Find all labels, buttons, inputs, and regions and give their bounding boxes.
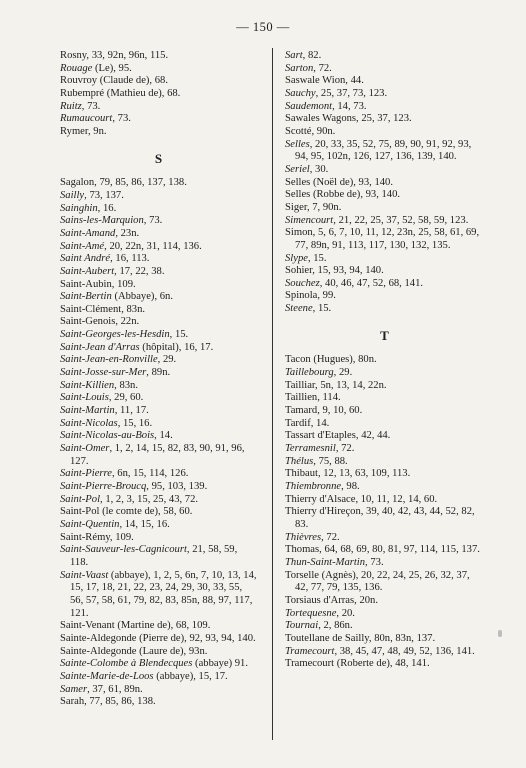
index-entry [285,88,485,101]
entry-name: Tramecourt [285,645,335,657]
ink-smudge [498,630,502,637]
entry-name: Thiembronne [285,481,342,492]
entry-name: Tortequesne [285,607,337,619]
entry-references: , 42, 44. [355,430,391,442]
entry-references: , 14, 15, 16. [119,518,170,530]
entry-references: , 37, 61, 89n. [87,683,143,695]
index-entry [60,316,258,329]
index-entry [285,658,485,671]
entry-references: (abbaye), 15, 17. [153,670,228,682]
index-entry [285,278,485,291]
index-entry [60,684,258,697]
entry-name: Saint-Jean-en-Ronville [60,354,158,366]
entry-name: Tacon [285,354,311,366]
index-entry [285,646,485,659]
entry-name: Saint-Sauveur-les-Cagnicourt [60,544,187,556]
entry-name: Sainte-Marie-de-Loos [60,670,154,682]
index-entry [60,279,258,292]
index-entry [285,265,485,278]
entry-references: , 98. [341,481,360,492]
index-entry [60,570,258,621]
entry-name: Tassart d'Etaples [285,430,356,442]
index-entry [285,443,485,456]
index-entry [60,253,258,266]
index-entry [285,177,485,190]
index-entry [60,418,258,431]
entry-references: , 39, 40, 42, 43, 44, 52, 82, 83. [295,506,475,530]
entry-name: Sauchy [285,87,316,99]
entry-references: , 21, 58, 59, 118. [70,544,238,568]
entry-references: , 95, 103, 139. [146,481,208,492]
index-entry [285,595,485,608]
entry-name: Siger [285,201,307,213]
index-entry [60,392,258,405]
entry-references: , 14. [310,417,330,429]
entry-name: Thun-Saint-Martin [285,556,366,568]
index-entry [60,620,258,633]
entry-name: Saint-Pol [60,493,101,505]
entry-references: , 73. [81,100,101,112]
index-entry [60,367,258,380]
entry-references: , 29, 60. [108,392,144,404]
entry-references: , 33, 92n, 96n, 115. [86,50,169,61]
index-entry [60,113,258,126]
entry-references: , 44. [345,75,364,87]
entry-references: , 79, 85, 86, 137, 138. [94,177,187,189]
index-entry [285,75,485,88]
entry-name: Steene [285,303,313,315]
entry-references: (abbaye), 1, 2, 5, 6n, 7, 10, 13, 14, 15, 17, 18, 21, 22, 23, 24, 29, 30, 33, 55, 56, 57, 58, 61, 79, 82, 83, 85n, 88, 97, 117, 121. [70,569,257,619]
entry-references: , 5n, 13, 14, 22n. [315,379,387,391]
entry-references: (Noël de), 93, 140. [310,176,393,188]
entry-references: , 16. [97,202,117,214]
entry-name: Saint-Pierre-Broucq [60,481,147,492]
entry-references: , 80n, 83n, 137. [368,632,436,644]
column-divider [272,48,273,740]
index-entry [285,164,485,177]
entry-name: Torselle [285,569,319,581]
entry-name: Tamard [285,405,318,417]
entry-references: (abbaye) 91. [192,658,248,670]
entry-name: Saint-Pol [60,506,100,518]
index-entry [60,291,258,304]
entry-references: , 20. [336,607,355,619]
entry-references: , 109. [109,531,134,543]
entry-name: Sohier [285,265,313,277]
section-letter-s: S [154,150,164,166]
entry-references: (Le), 95. [92,62,132,74]
entry-references: , 64, 68, 69, 80, 81, 97, 114, 115, 137. [319,544,480,556]
entry-name: Sainte-Aldegonde [60,645,137,657]
entry-name: Saudemont [285,100,333,112]
entry-references: , 14, 73. [332,100,367,112]
entry-name: Sart [285,50,303,61]
entry-name: Rouage [60,62,93,74]
entry-references: , 83n. [121,303,146,315]
entry-name: Tournai [285,620,319,632]
entry-name: Samer [60,683,88,695]
entry-references: , 9, 10, 60. [317,405,363,417]
index-entry [60,532,258,545]
entry-name: Sarah [60,696,85,708]
entry-references: (Mathieu de), 68. [104,87,181,99]
entry-name: Thierry d'Alsace [285,493,356,505]
index-entry [285,430,485,443]
index-entry [60,177,258,190]
entry-references: , 5, 6, 7, 10, 11, 12, 23n, 25, 58, 61, 69, 77, 89n, 91, 113, 117, 130, 132, 135. [295,227,480,251]
entry-name: Rumaucourt [60,113,113,125]
entry-references: , 73. [112,113,131,125]
index-entry [60,468,258,481]
entry-references: (Agnès), 20, 22, 24, 25, 26, 32, 37, 42, 77, 79, 135, 136. [295,569,470,594]
index-entry [285,367,485,380]
index-entry [60,88,258,101]
entry-references: , 14. [154,430,173,442]
index-entry [60,646,258,659]
entry-name: Saint-Genois [60,316,116,328]
index-entry [285,608,485,621]
entry-references: , 72. [321,531,340,543]
entry-references: , 109. [111,278,136,290]
entry-references: , 9n. [87,125,107,137]
entry-name: Tailliar [285,379,316,391]
entry-references: (Pierre de), 92, 93, 94, 140. [136,632,256,644]
entry-name: Saint André [60,253,111,265]
section-letter-t: T [380,327,390,343]
index-column-right [285,50,485,671]
index-entry [285,50,485,63]
entry-references: , 77, 85, 86, 138. [84,696,156,708]
entry-name: Sarton [285,62,314,74]
index-entry [60,75,258,88]
entry-name: Saint-Nicolas [60,417,118,429]
entry-name: Sagalon [60,177,95,189]
index-entry [285,354,485,367]
entry-name: Sainte-Aldegonde [60,632,137,644]
index-entry [60,190,258,203]
entry-references: (Martine de), 68, 109. [114,620,211,632]
index-entry [60,101,258,114]
index-entry [60,633,258,646]
index-entry [285,215,485,228]
entry-references: , 20, 22n, 31, 114, 136. [104,240,202,252]
entry-name: Thierry d'Hireçon [285,506,361,518]
index-entry [60,430,258,443]
entry-references: , 11, 17. [114,405,149,417]
entry-name: Seriel [285,163,310,175]
entry-name: Saint-Omer [60,443,110,455]
index-entry [285,253,485,266]
page-number: — 150 — [236,20,290,34]
index-entry [285,101,485,114]
entry-name: Saint-Amé [60,240,105,252]
index-entry [285,189,485,202]
entry-references: (hôpital), 16, 17. [139,341,214,353]
index-entry [285,290,485,303]
index-entry [60,126,258,139]
entry-name: Saint-Killien [60,379,115,391]
index-entry [285,557,485,570]
index-entry [60,266,258,279]
index-entry [285,532,485,545]
entry-name: Taillebourg [285,367,334,379]
entry-name: Saint-Pierre [60,468,112,480]
entry-name: Torsiaus d'Arras [285,594,355,606]
index-entry [60,63,258,76]
entry-name: Sawales Wagons [285,113,357,125]
entry-references: (Robbe de), 93, 140. [310,189,401,201]
entry-references: , 12, 13, 63, 109, 113. [317,468,411,480]
entry-name: Rymer [60,125,88,137]
entry-name: Terramesnil [285,443,336,455]
index-entry [60,380,258,393]
entry-references: (Abbaye), 6n. [111,291,173,303]
entry-references: , 20, 33, 35, 52, 75, 89, 90, 91, 92, 93, 94, 95, 102n, 126, 127, 136, 139, 140. [295,138,472,163]
index-entry [285,113,485,126]
entry-references: , 16, 113. [110,253,150,265]
entry-references: , 89n. [146,367,171,379]
entry-name: Saswale Wion [285,75,346,87]
index-entry [285,570,485,595]
entry-references: (Laure de), 93n. [136,645,208,657]
entry-references: , 75, 88. [313,455,348,467]
entry-name: Simon [285,227,313,239]
entry-name: Tramecourt [285,658,335,670]
entry-name: Sains-les-Marquion [60,215,144,227]
entry-references: , 114. [317,392,341,404]
index-entry [285,380,485,393]
entry-references: , 21, 22, 25, 37, 52, 58, 59, 123. [333,214,469,226]
entry-name: Souchez [285,277,320,289]
entry-name: Sainghin [60,202,98,214]
entry-name: Taillien [285,392,318,404]
entry-references: , 15, 16. [117,417,153,429]
entry-name: Thièvres [285,531,322,543]
entry-references: , 10, 11, 12, 14, 60. [355,493,438,505]
entry-name: Saint-Georges-les-Hesdin [60,329,170,341]
entry-name: Saint-Nicolas-au-Bois [60,430,155,442]
entry-name: Toutellane de Sailly [285,632,369,644]
entry-references: , 30. [309,163,329,175]
entry-references: , 29. [333,367,353,379]
index-entry [285,227,485,252]
index-entry [285,126,485,139]
index-entry [60,329,258,342]
entry-references: , 82. [302,50,322,61]
index-entry [285,633,485,646]
index-entry [60,228,258,241]
entry-name: Selles [285,189,311,201]
index-entry [60,342,258,355]
index-entry [285,506,485,531]
entry-references: , 1, 2, 3, 15, 25, 43, 72. [100,493,199,505]
index-entry [60,354,258,367]
index-entry [60,658,258,671]
entry-name: Rosny [60,50,87,61]
entry-references: , 25, 37, 73, 123. [315,87,388,99]
entry-name: Spinola [285,290,318,302]
entry-name: Saint-Vaast [60,569,109,581]
entry-references: , 72. [335,443,355,455]
entry-references: , 99. [317,290,336,302]
entry-name: Rubempré [60,87,105,99]
entry-references: , 1, 2, 14, 15, 82, 83, 90, 91, 96, 127. [70,443,245,467]
index-entry [285,456,485,469]
index-entry [285,139,485,164]
entry-name: Tardif [285,417,311,429]
entry-references: , 17, 22, 38. [114,265,165,277]
entry-name: Sailly [60,189,85,201]
entry-name: Saint-Bertin [60,291,112,303]
index-entry [285,620,485,633]
index-entry [60,203,258,216]
index-entry [60,519,258,532]
index-entry [285,392,485,405]
entry-name: Ruitz [60,100,82,112]
entry-references: , 15. [307,252,327,264]
index-entry [60,443,258,468]
entry-name: Saint-Quentin [60,518,120,530]
entry-references: , 23n. [115,227,140,239]
entry-references: , 72. [313,62,332,74]
entry-references: (Roberte de), 48, 141. [334,658,430,670]
entry-name: Selles [285,176,311,188]
entry-name: Thibaut [285,468,318,480]
entry-name: Selles [285,138,310,150]
entry-references: , 22n. [115,316,140,328]
entry-name: Scotté [285,125,312,137]
entry-references: , 15. [312,303,332,315]
entry-name: Sainte-Colombe à Blendecques [60,658,193,670]
entry-name: Slype [285,252,308,264]
entry-name: Rouvroy [60,75,98,87]
entry-name: Thélus [285,455,314,467]
index-entry [285,418,485,431]
index-entry [285,202,485,215]
index-column-left [60,50,258,709]
entry-references: (Claude de), 68. [97,75,168,87]
entry-references: , 6n, 15, 114, 126. [111,468,189,480]
entry-name: Saint-Aubert [60,265,115,277]
entry-references: , 29. [157,354,177,366]
entry-references: , 73, 137. [84,189,124,201]
index-entry [285,303,485,316]
entry-name: Simencourt [285,214,334,226]
entry-references: , 40, 46, 47, 52, 68, 141. [319,277,424,289]
entry-references: , 20n. [354,594,378,606]
entry-references: , 2, 86n. [318,620,353,632]
index-entry [285,468,485,481]
index-entry [60,405,258,418]
index-entry [60,544,258,569]
index-entry [60,215,258,228]
entry-name: Saint-Louis [60,392,109,404]
index-entry [285,494,485,507]
entry-references: , 25, 37, 123. [356,113,412,125]
entry-references: , 38, 45, 47, 48, 49, 52, 136, 141. [334,645,475,657]
index-entry [285,63,485,76]
index-entry [285,544,485,557]
entry-name: Saint-Venant [60,620,115,632]
entry-name: Saint-Aubin [60,278,112,290]
entry-name: Saint-Josse-sur-Mer [60,367,147,379]
index-entry [60,241,258,254]
entry-references: , 83n. [114,379,138,391]
index-entry [60,494,258,507]
entry-references: , 73. [143,215,163,227]
entry-references: , 15. [169,329,189,341]
index-entry [60,671,258,684]
index-entry [60,481,258,494]
entry-references: , 73. [365,556,384,568]
index-entry [60,50,258,63]
entry-name: Saint-Martin [60,405,115,417]
entry-references: , 90n. [311,125,336,137]
entry-name: Saint-Jean d'Arras [60,341,140,353]
entry-references: , 7, 90n. [306,201,342,213]
entry-references: (Hugues), 80n. [310,354,377,366]
index-entry [285,405,485,418]
index-entry [60,506,258,519]
entry-references: (le comte de), 58, 60. [99,506,193,518]
index-entry [285,481,485,494]
entry-name: Saint-Rémy [60,531,110,543]
entry-name: Saint-Amand [60,227,116,239]
index-entry [60,304,258,317]
index-entry [60,696,258,709]
entry-name: Saint-Clément [60,303,122,315]
entry-references: , 15, 93, 94, 140. [312,265,384,277]
entry-name: Thomas [285,544,320,556]
